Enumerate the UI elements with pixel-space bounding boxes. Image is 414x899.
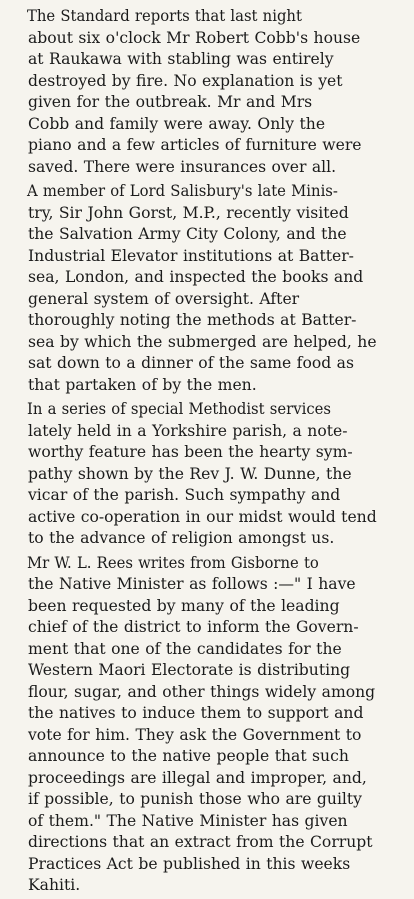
article-line: at Raukawa with stabling was entirely bbox=[28, 50, 334, 68]
article-line: that partaken of by the men. bbox=[28, 375, 257, 394]
article-line: flour, sugar, and other things widely among bbox=[28, 682, 376, 701]
article-line: general system of oversight. After bbox=[28, 289, 300, 308]
article-line: The Standard reports that last night bbox=[26, 7, 302, 25]
article-line: proceedings are illegal and improper, and, bbox=[28, 768, 367, 787]
article-line: given for the outbreak. Mr and Mrs bbox=[28, 93, 313, 111]
article-salvation-army bbox=[8, 181, 406, 396]
article-line: the Salvation Army City Colony, and the bbox=[28, 225, 347, 243]
article-line: the natives to induce them to support and bbox=[28, 704, 364, 722]
article-line: Practices Act be published in this weeks bbox=[28, 854, 351, 873]
article-line: ment that one of the candidates for the bbox=[28, 639, 342, 658]
article-line: active co-operation in our midst would tend bbox=[28, 507, 377, 526]
article-line: vicar of the parish. Such sympathy and bbox=[28, 486, 341, 504]
article-native-minister bbox=[8, 553, 406, 897]
article-line: Western Maori Electorate is distributing bbox=[28, 661, 351, 679]
article-line: Cobb and family were away. Only the bbox=[28, 114, 326, 133]
article-line: been requested by many of the leading bbox=[28, 596, 340, 615]
article-line: about six o'clock Mr Robert Cobb's house bbox=[28, 28, 361, 47]
article-line: vote for him. They ask the Government to bbox=[28, 725, 362, 744]
article-line: chief of the district to inform the Govern- bbox=[28, 618, 359, 636]
article-line: piano and a few articles of furniture were bbox=[28, 136, 362, 154]
article-line: Mr W. L. Rees writes from Gisborne to bbox=[26, 553, 319, 572]
article-line: lately held in a Yorkshire parish, a note- bbox=[28, 421, 348, 440]
article-line: Industrial Elevator institutions at Batter- bbox=[28, 246, 354, 265]
article-line: sat down to a dinner of the same food as bbox=[28, 354, 354, 372]
article-line: thoroughly noting the methods at Batter- bbox=[28, 311, 357, 329]
article-line: worthy feature has been the hearty sym- bbox=[28, 443, 353, 461]
article-methodist-services bbox=[8, 399, 406, 550]
article-line: announce to the native people that such bbox=[28, 747, 349, 765]
article-line: pathy shown by the Rev J. W. Dunne, the bbox=[28, 464, 352, 483]
article-line: if possible, to punish those who are guilty bbox=[28, 790, 362, 808]
article-fire-raukawa bbox=[8, 6, 406, 178]
article-line: the Native Minister as follows :—" I have bbox=[28, 575, 356, 593]
article-line: directions that an extract from the Corrupt bbox=[28, 833, 373, 851]
article-line: of them." The Native Minister has given bbox=[28, 811, 348, 830]
article-line: to the advance of religion amongst us. bbox=[28, 529, 335, 547]
article-line: sea by which the submerged are helped, he bbox=[28, 332, 377, 351]
article-line: Kahiti. bbox=[28, 876, 81, 894]
article-line: destroyed by fire. No explanation is yet bbox=[28, 71, 343, 90]
article-line: A member of Lord Salisbury's late Minis- bbox=[26, 182, 338, 200]
article-line: saved. There were insurances over all. bbox=[28, 157, 337, 176]
article-line: In a series of special Methodist services bbox=[26, 400, 332, 418]
article-line: try, Sir John Gorst, M.P., recently visited bbox=[28, 203, 349, 222]
article-line: sea, London, and inspected the books and bbox=[28, 268, 364, 286]
